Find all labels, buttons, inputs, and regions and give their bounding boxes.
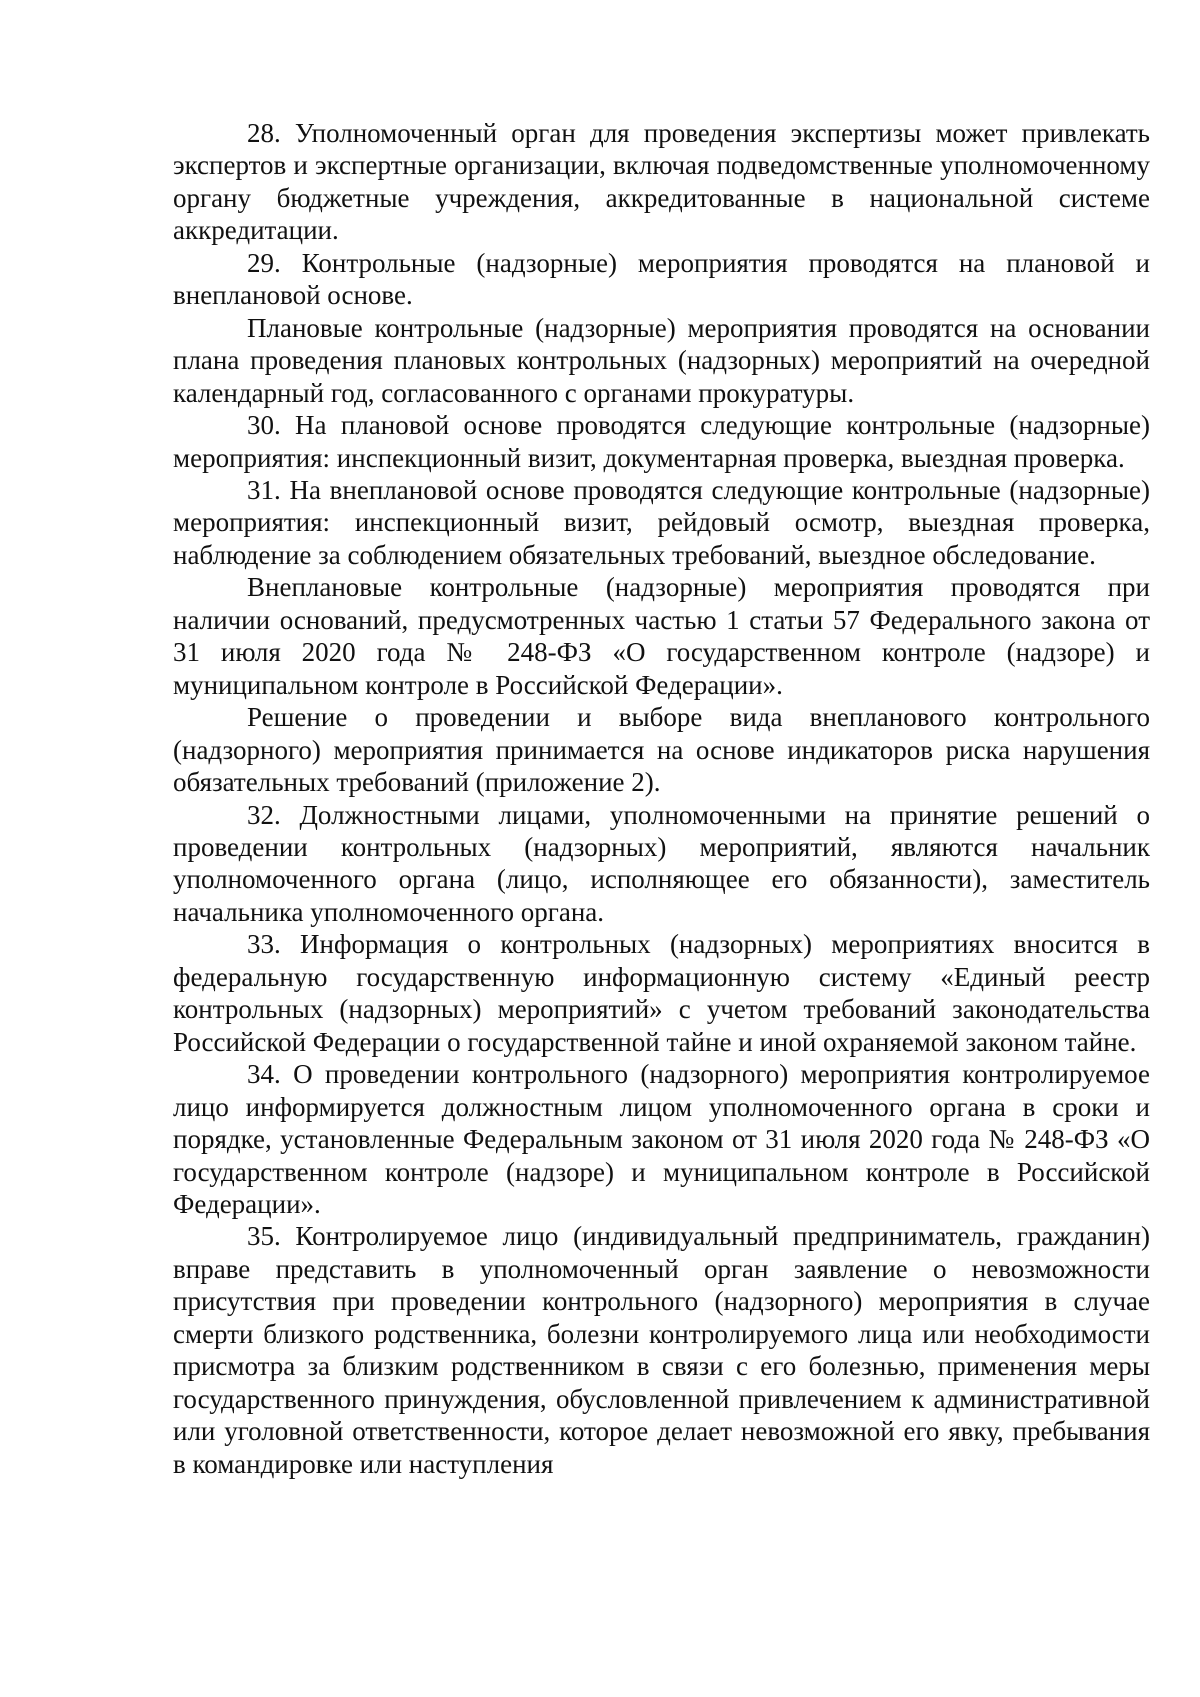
- paragraph-35: 35. Контролируемое лицо (индивидуальный предприниматель, гражданин) вправе представить в уполномоченный орган заявление о невозможности присутствия при проведении контрольного (надзорного) мероприятия в случае смерти близкого родственника, болезни контролируемого лица или необходимости присмотра за близким родственником в связи с его болезнью, применения меры государственного принуждения, обусловленной привлечением к административной или уголовной ответственности, которое делает невозможной его явку, пребывания в командировке или наступления: [173, 1221, 1150, 1479]
- paragraph-31-unplanned-grounds: Внеплановые контрольные (надзорные) мероприятия проводятся при наличии оснований, предусмотренных частью 1 статьи 57 Федерального закона от 31 июля 2020 года № 248-ФЗ «О государственном контроле (надзоре) и муниципальном контроле в Российской Федерации».: [173, 572, 1150, 700]
- document-body: [173, 117, 1150, 1480]
- paragraph-30: 30. На плановой основе проводятся следующие контрольные (надзорные) мероприятия: инспекционный визит, документарная проверка, выездная проверка.: [173, 410, 1150, 473]
- paragraph-29-planned: Плановые контрольные (надзорные) мероприятия проводятся на основании плана проведения плановых контрольных (надзорных) мероприятий на очередной календарный год, согласованного с органами прокуратуры.: [173, 312, 1150, 408]
- paragraph-28: 28. Уполномоченный орган для проведения экспертизы может привлекать экспертов и экспертные организации, включая подведомственные уполномоченному органу бюджетные учреждения, аккредитованные в национальной системе аккредитации.: [173, 118, 1150, 246]
- paragraph-34: 34. О проведении контрольного (надзорного) мероприятия контролируемое лицо информируется должностным лицом уполномоченного органа в сроки и порядке, установленные Федеральным законом от 31 июля 2020 года № 248-ФЗ «О государственном контроле (надзоре) и муниципальном контроле в Российской Федерации».: [173, 1059, 1150, 1219]
- paragraph-29: 29. Контрольные (надзорные) мероприятия проводятся на плановой и внеплановой основе.: [173, 247, 1150, 311]
- paragraph-31: 31. На внеплановой основе проводятся следующие контрольные (надзорные) мероприятия: инспекционный визит, рейдовый осмотр, выездная проверка, наблюдение за соблюдением обязательных требований, выездное обследование.: [173, 474, 1150, 570]
- paragraph-31-decision: Решение о проведении и выборе вида внепланового контрольного (надзорного) мероприятия принимается на основе индикаторов риска нарушения обязательных требований (приложение 2).: [173, 702, 1150, 798]
- paragraph-33: 33. Информация о контрольных (надзорных) мероприятиях вносится в федеральную государственную информационную систему «Единый реестр контрольных (надзорных) мероприятий» с учетом требований законодательства Российской Федерации о государственной тайне и иной охраняемой законом тайне.: [173, 929, 1150, 1057]
- paragraph-32: 32. Должностными лицами, уполномоченными на принятие решений о проведении контрольных (надзорных) мероприятий, являются начальник уполномоченного органа (лицо, исполняющее его обязанности), заместитель начальника уполномоченного органа.: [173, 799, 1150, 927]
